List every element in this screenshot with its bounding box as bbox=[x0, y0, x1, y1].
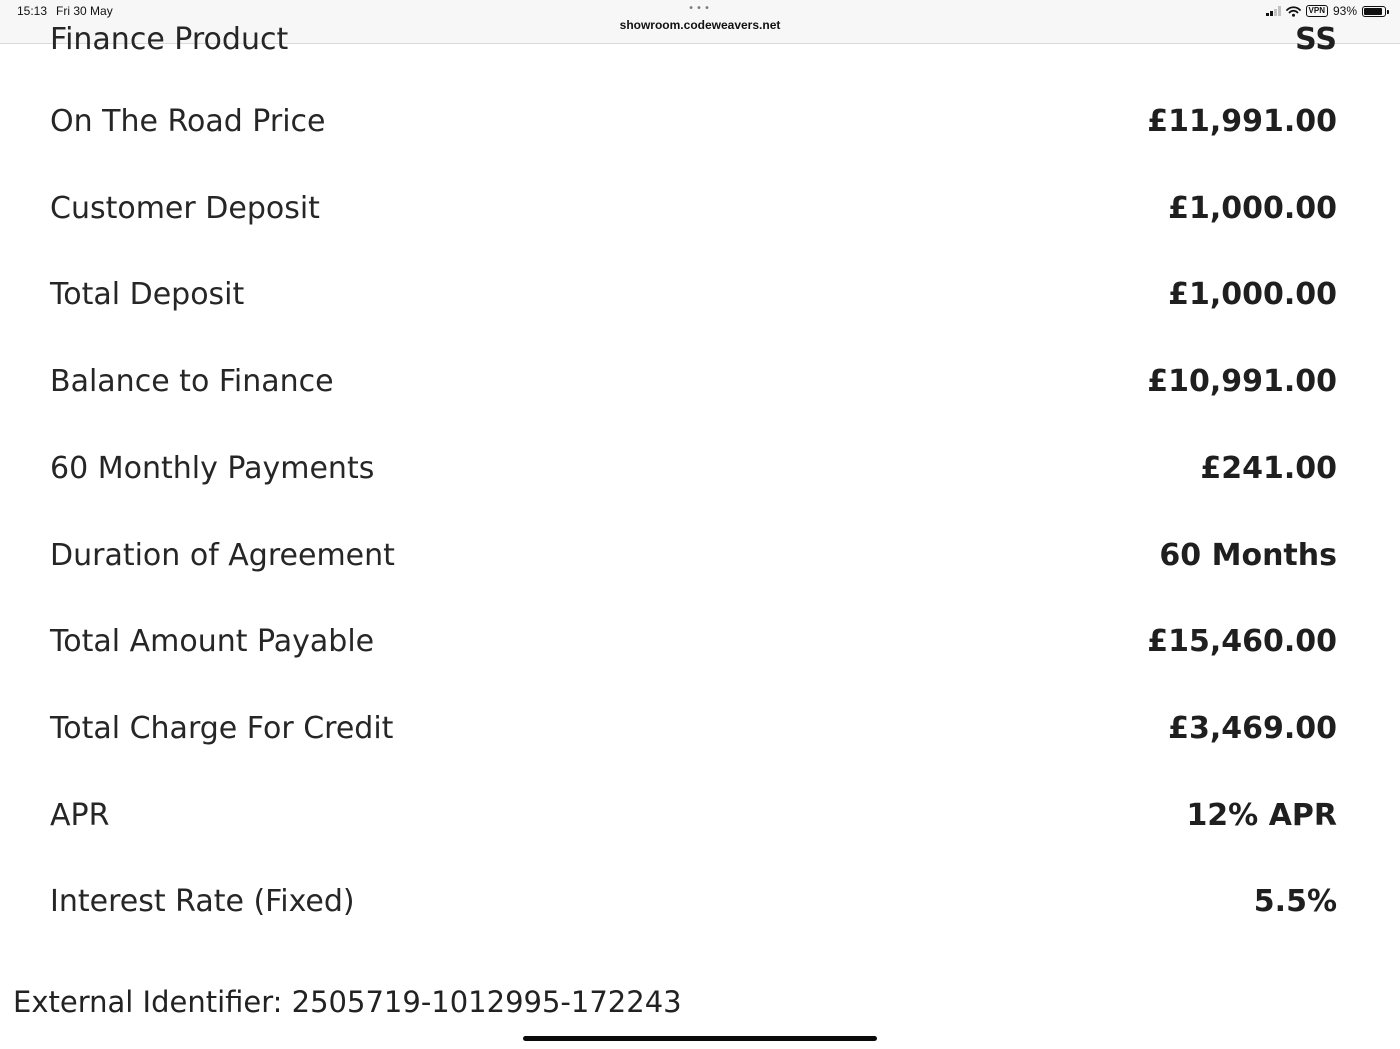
row-label: 60 Monthly Payments bbox=[50, 450, 375, 486]
row-label: Total Deposit bbox=[50, 276, 245, 312]
row-label: Balance to Finance bbox=[50, 363, 334, 399]
status-indicators bbox=[1266, 4, 1386, 18]
home-indicator[interactable] bbox=[523, 1036, 877, 1041]
row-label: Finance Product bbox=[50, 21, 289, 57]
row-label: Duration of Agreement bbox=[50, 537, 395, 573]
row-value: SS bbox=[1295, 21, 1337, 57]
external-identifier: External Identifier: 2505719-1012995-172243 bbox=[13, 985, 682, 1019]
url-text[interactable]: showroom.codeweavers.net bbox=[619, 18, 781, 32]
row-value: 12% APR bbox=[1186, 797, 1337, 833]
finance-row-total-deposit bbox=[50, 274, 1337, 314]
finance-row-interest-rate bbox=[50, 881, 1337, 921]
finance-row-duration bbox=[50, 535, 1337, 575]
status-time: 15:13 bbox=[17, 4, 48, 18]
row-value: £11,991.00 bbox=[1147, 103, 1337, 139]
row-value: £241.00 bbox=[1200, 450, 1337, 486]
row-label: On The Road Price bbox=[50, 103, 326, 139]
row-label: Total Amount Payable bbox=[50, 623, 375, 659]
finance-row-total-charge-for-credit bbox=[50, 708, 1337, 748]
finance-row-total-amount-payable bbox=[50, 621, 1337, 661]
cellular-signal-icon bbox=[1266, 6, 1281, 16]
row-label: Total Charge For Credit bbox=[50, 710, 394, 746]
row-value: £15,460.00 bbox=[1147, 623, 1337, 659]
battery-percentage: 93% bbox=[1332, 4, 1357, 18]
finance-row-balance-to-finance bbox=[50, 361, 1337, 401]
row-value: 5.5% bbox=[1253, 883, 1337, 919]
status-date: Fri 30 May bbox=[56, 4, 113, 18]
more-dots-icon[interactable]: ••• bbox=[688, 3, 712, 14]
finance-row-partial bbox=[50, 19, 1337, 59]
row-label: Customer Deposit bbox=[50, 190, 320, 226]
row-value: £3,469.00 bbox=[1168, 710, 1337, 746]
finance-row-monthly-payments bbox=[50, 448, 1337, 488]
vpn-badge: VPN bbox=[1306, 5, 1328, 17]
finance-row-customer-deposit bbox=[50, 188, 1337, 228]
row-value: £1,000.00 bbox=[1168, 276, 1337, 312]
battery-icon bbox=[1362, 6, 1386, 17]
row-value: £1,000.00 bbox=[1168, 190, 1337, 226]
finance-row-apr bbox=[50, 795, 1337, 835]
row-value: 60 Months bbox=[1159, 537, 1337, 573]
row-label: Interest Rate (Fixed) bbox=[50, 883, 355, 919]
row-value: £10,991.00 bbox=[1147, 363, 1337, 399]
finance-row-on-the-road-price bbox=[50, 101, 1337, 141]
wifi-icon bbox=[1286, 6, 1301, 17]
row-label: APR bbox=[50, 797, 110, 833]
